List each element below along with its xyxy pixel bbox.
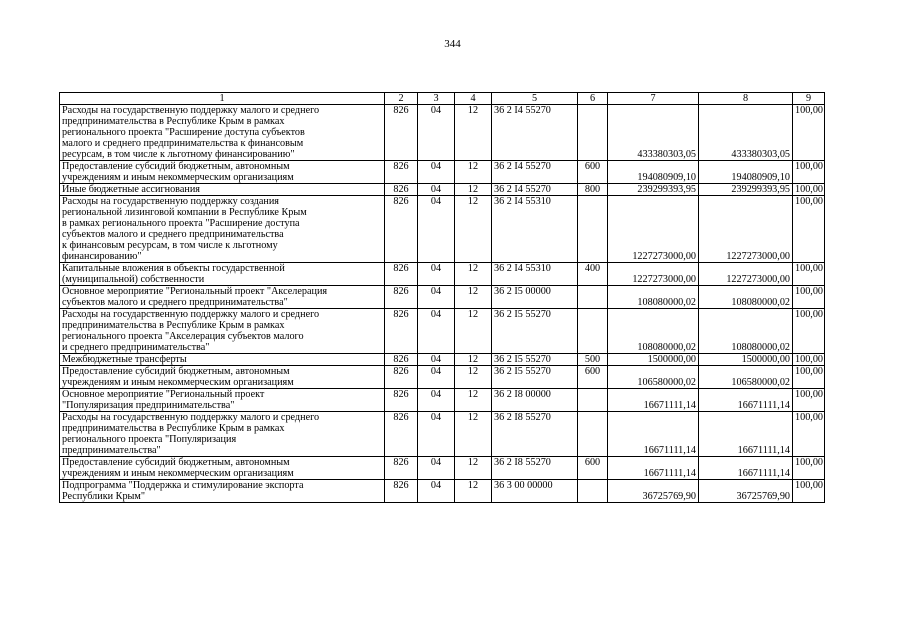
item-description: Предоставление субсидий бюджетным, автономным учреждениям и иным некоммерческим организациям <box>60 161 385 184</box>
target-article-code: 36 2 I5 55270 <box>492 366 578 389</box>
subsection-code: 12 <box>455 161 492 184</box>
execution-percent: 100,00 <box>793 480 825 503</box>
section-code: 04 <box>418 161 455 184</box>
subsection-code: 12 <box>455 389 492 412</box>
target-article-code: 36 2 I5 00000 <box>492 286 578 309</box>
expense-type-code <box>578 196 608 263</box>
table-row <box>60 105 825 161</box>
table-row <box>60 286 825 309</box>
table-row <box>60 161 825 184</box>
item-description: Расходы на государственную поддержку создания региональной лизинговой компании в Республике Крым в рамках регионального проекта "Расширение доступа субъектов малого и среднего предпринимательства к финансовым ресурсам, в том числе к льготному финансированию" <box>60 196 385 263</box>
planned-amount: 108080000,02 <box>608 309 699 354</box>
expense-type-code <box>578 389 608 412</box>
executed-amount: 108080000,02 <box>699 286 793 309</box>
target-article-code: 36 2 I4 55310 <box>492 263 578 286</box>
subsection-code: 12 <box>455 412 492 457</box>
admin-code: 826 <box>385 309 418 354</box>
planned-amount: 1227273000,00 <box>608 263 699 286</box>
table-row <box>60 309 825 354</box>
section-code: 04 <box>418 412 455 457</box>
column-number: 9 <box>793 93 825 105</box>
planned-amount: 36725769,90 <box>608 480 699 503</box>
table-row <box>60 412 825 457</box>
item-description: Иные бюджетные ассигнования <box>60 184 385 196</box>
planned-amount: 433380303,05 <box>608 105 699 161</box>
target-article-code: 36 2 I5 55270 <box>492 354 578 366</box>
table-row <box>60 184 825 196</box>
execution-percent: 100,00 <box>793 412 825 457</box>
section-code: 04 <box>418 286 455 309</box>
expense-type-code: 400 <box>578 263 608 286</box>
admin-code: 826 <box>385 161 418 184</box>
item-description: Предоставление субсидий бюджетным, автономным учреждениям и иным некоммерческим организациям <box>60 366 385 389</box>
expense-type-code: 500 <box>578 354 608 366</box>
subsection-code: 12 <box>455 263 492 286</box>
section-code: 04 <box>418 105 455 161</box>
column-number: 7 <box>608 93 699 105</box>
executed-amount: 106580000,02 <box>699 366 793 389</box>
admin-code: 826 <box>385 354 418 366</box>
execution-percent: 100,00 <box>793 457 825 480</box>
expense-type-code <box>578 105 608 161</box>
column-number: 4 <box>455 93 492 105</box>
target-article-code: 36 2 I4 55310 <box>492 196 578 263</box>
column-number: 8 <box>699 93 793 105</box>
execution-percent: 100,00 <box>793 286 825 309</box>
executed-amount: 36725769,90 <box>699 480 793 503</box>
planned-amount: 16671111,14 <box>608 389 699 412</box>
admin-code: 826 <box>385 389 418 412</box>
target-article-code: 36 2 I5 55270 <box>492 309 578 354</box>
executed-amount: 1227273000,00 <box>699 263 793 286</box>
admin-code: 826 <box>385 263 418 286</box>
column-number: 3 <box>418 93 455 105</box>
table-row <box>60 480 825 503</box>
table-row <box>60 366 825 389</box>
planned-amount: 239299393,95 <box>608 184 699 196</box>
table-row <box>60 457 825 480</box>
subsection-code: 12 <box>455 354 492 366</box>
table-row <box>60 354 825 366</box>
section-code: 04 <box>418 184 455 196</box>
execution-percent: 100,00 <box>793 161 825 184</box>
execution-percent: 100,00 <box>793 354 825 366</box>
target-article-code: 36 2 I8 55270 <box>492 457 578 480</box>
subsection-code: 12 <box>455 105 492 161</box>
budget-table <box>59 92 825 503</box>
section-code: 04 <box>418 309 455 354</box>
executed-amount: 239299393,95 <box>699 184 793 196</box>
execution-percent: 100,00 <box>793 366 825 389</box>
expense-type-code: 600 <box>578 161 608 184</box>
admin-code: 826 <box>385 105 418 161</box>
section-code: 04 <box>418 480 455 503</box>
admin-code: 826 <box>385 480 418 503</box>
execution-percent: 100,00 <box>793 184 825 196</box>
expense-type-code: 600 <box>578 366 608 389</box>
execution-percent: 100,00 <box>793 389 825 412</box>
section-code: 04 <box>418 366 455 389</box>
expense-type-code: 800 <box>578 184 608 196</box>
target-article-code: 36 2 I4 55270 <box>492 105 578 161</box>
planned-amount: 16671111,14 <box>608 412 699 457</box>
executed-amount: 1227273000,00 <box>699 196 793 263</box>
item-description: Капитальные вложения в объекты государственной (муниципальной) собственности <box>60 263 385 286</box>
executed-amount: 194080909,10 <box>699 161 793 184</box>
target-article-code: 36 2 I4 55270 <box>492 161 578 184</box>
planned-amount: 108080000,02 <box>608 286 699 309</box>
item-description: Расходы на государственную поддержку малого и среднего предпринимательства в Республике Крым в рамках регионального проекта "Расширение доступа субъектов малого и среднего предпринимательства к финансовым ресурсам, в том числе к льготному финансированию" <box>60 105 385 161</box>
planned-amount: 1227273000,00 <box>608 196 699 263</box>
execution-percent: 100,00 <box>793 105 825 161</box>
execution-percent: 100,00 <box>793 309 825 354</box>
subsection-code: 12 <box>455 309 492 354</box>
subsection-code: 12 <box>455 286 492 309</box>
section-code: 04 <box>418 263 455 286</box>
executed-amount: 433380303,05 <box>699 105 793 161</box>
table-row <box>60 389 825 412</box>
subsection-code: 12 <box>455 480 492 503</box>
admin-code: 826 <box>385 366 418 389</box>
target-article-code: 36 3 00 00000 <box>492 480 578 503</box>
table-row <box>60 263 825 286</box>
planned-amount: 194080909,10 <box>608 161 699 184</box>
item-description: Межбюджетные трансферты <box>60 354 385 366</box>
expense-type-code <box>578 480 608 503</box>
item-description: Основное мероприятие "Региональный проект "Акселерация субъектов малого и среднего предпринимательства" <box>60 286 385 309</box>
target-article-code: 36 2 I8 00000 <box>492 389 578 412</box>
header-row <box>60 93 825 105</box>
executed-amount: 16671111,14 <box>699 412 793 457</box>
target-article-code: 36 2 I8 55270 <box>492 412 578 457</box>
execution-percent: 100,00 <box>793 263 825 286</box>
subsection-code: 12 <box>455 366 492 389</box>
execution-percent: 100,00 <box>793 196 825 263</box>
expense-type-code <box>578 412 608 457</box>
admin-code: 826 <box>385 286 418 309</box>
section-code: 04 <box>418 196 455 263</box>
admin-code: 826 <box>385 457 418 480</box>
planned-amount: 106580000,02 <box>608 366 699 389</box>
section-code: 04 <box>418 354 455 366</box>
column-number: 2 <box>385 93 418 105</box>
column-number: 1 <box>60 93 385 105</box>
section-code: 04 <box>418 457 455 480</box>
item-description: Основное мероприятие "Региональный проект "Популяризация предпринимательства" <box>60 389 385 412</box>
item-description: Расходы на государственную поддержку малого и среднего предпринимательства в Республике Крым в рамках регионального проекта "Акселерация субъектов малого и среднего предпринимательства" <box>60 309 385 354</box>
admin-code: 826 <box>385 196 418 263</box>
executed-amount: 16671111,14 <box>699 389 793 412</box>
executed-amount: 16671111,14 <box>699 457 793 480</box>
expense-type-code <box>578 309 608 354</box>
section-code: 04 <box>418 389 455 412</box>
table-row <box>60 196 825 263</box>
target-article-code: 36 2 I4 55270 <box>492 184 578 196</box>
admin-code: 826 <box>385 184 418 196</box>
subsection-code: 12 <box>455 196 492 263</box>
subsection-code: 12 <box>455 184 492 196</box>
planned-amount: 1500000,00 <box>608 354 699 366</box>
item-description: Предоставление субсидий бюджетным, автономным учреждениям и иным некоммерческим организациям <box>60 457 385 480</box>
item-description: Расходы на государственную поддержку малого и среднего предпринимательства в Республике Крым в рамках регионального проекта "Популяризация предпринимательства" <box>60 412 385 457</box>
expense-type-code <box>578 286 608 309</box>
executed-amount: 1500000,00 <box>699 354 793 366</box>
planned-amount: 16671111,14 <box>608 457 699 480</box>
subsection-code: 12 <box>455 457 492 480</box>
page-number: 344 <box>444 38 461 50</box>
expense-type-code: 600 <box>578 457 608 480</box>
column-number: 6 <box>578 93 608 105</box>
item-description: Подпрограмма "Поддержка и стимулирование экспорта Республики Крым" <box>60 480 385 503</box>
column-number: 5 <box>492 93 578 105</box>
admin-code: 826 <box>385 412 418 457</box>
executed-amount: 108080000,02 <box>699 309 793 354</box>
